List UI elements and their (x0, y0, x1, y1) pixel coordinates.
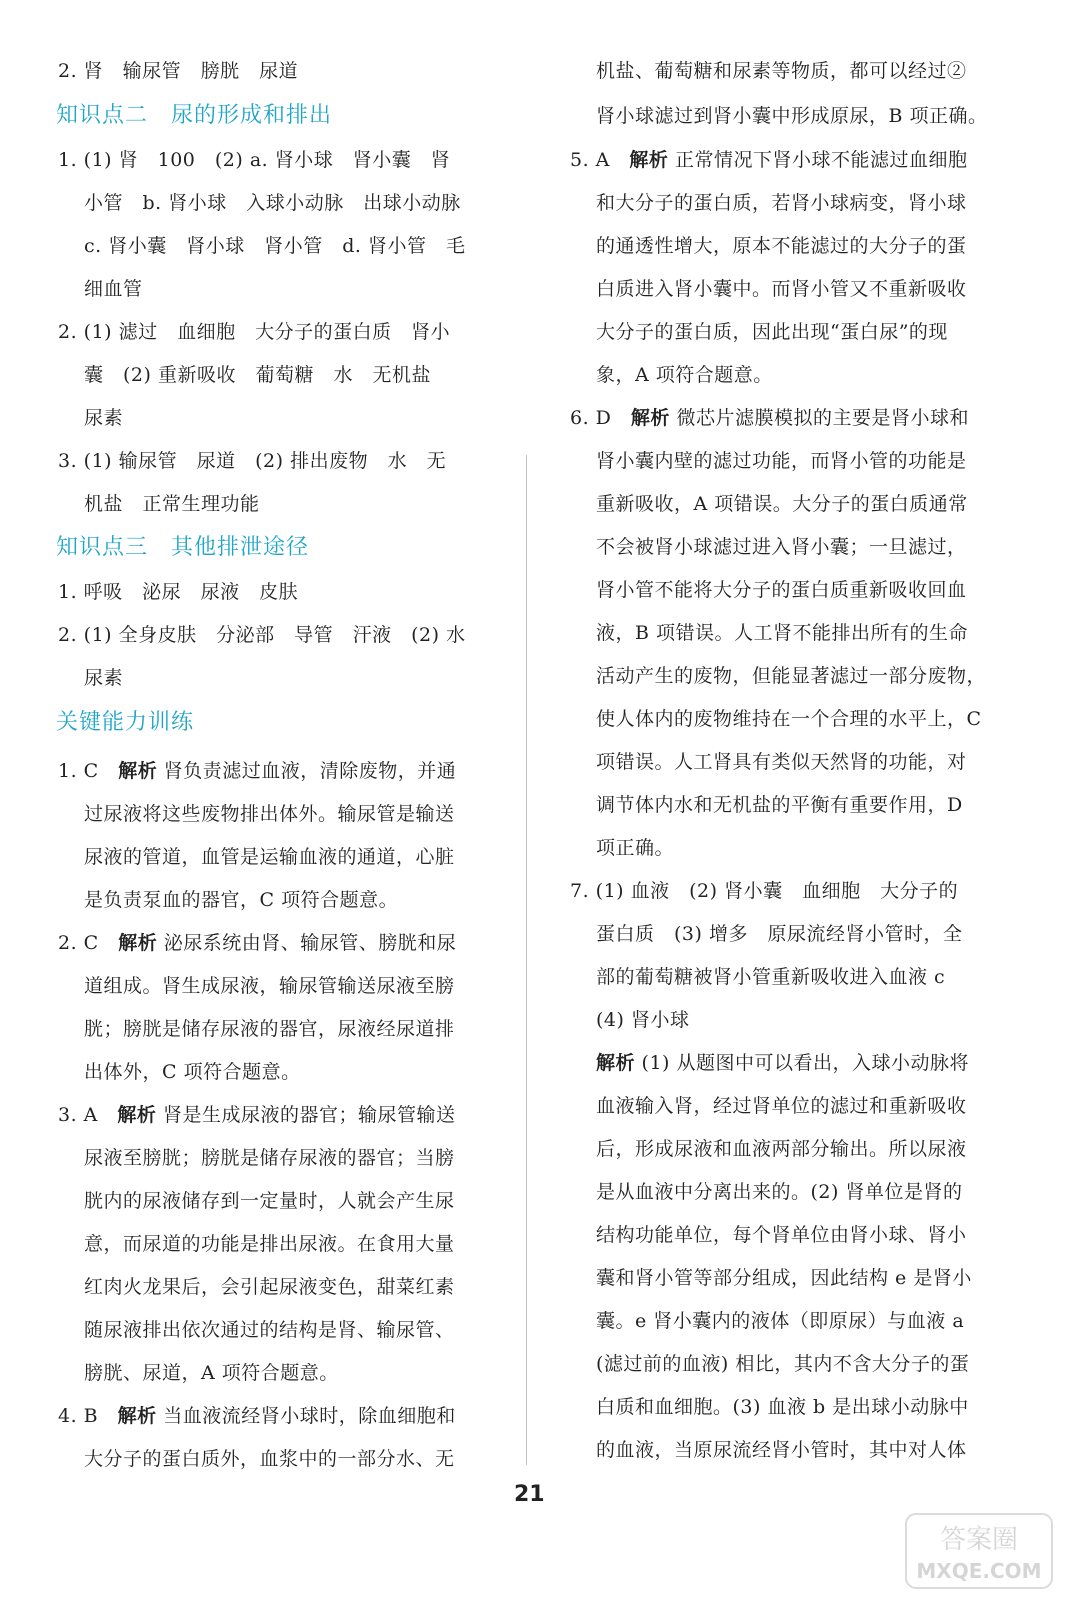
answer-line: 活动产生的废物，但能显著滤过一部分废物， (596, 665, 987, 687)
answer-line: 象，A 项符合题意。 (596, 364, 773, 386)
answer-line: 5. A 解析 正常情况下肾小球不能滤过血细胞 (570, 149, 968, 171)
answer-line: 和大分子的蛋白质，若肾小球病变，肾小球 (596, 192, 967, 214)
answer-line: 胱内的尿液储存到一定量时，人就会产生尿 (84, 1190, 455, 1212)
answer-line: 使人体内的废物维持在一个合理的水平上，C (596, 708, 982, 730)
answer-line: 调节体内水和无机盐的平衡有重要作用，D (596, 794, 963, 816)
watermark-top-text: 答案圈 (939, 1525, 1019, 1555)
section-heading: 知识点三 其他排泄途径 (56, 535, 310, 560)
answer-line: 膀胱、尿道，A 项符合题意。 (84, 1362, 339, 1384)
answer-line: 红肉火龙果后，会引起尿液变色，甜菜红素 (84, 1276, 455, 1298)
answer-line: 1. 呼吸 泌尿 尿液 皮肤 (58, 581, 299, 603)
answer-line: (滤过前的血液) 相比，其内不含大分子的蛋 (596, 1353, 970, 1375)
answer-line: 项正确。 (596, 837, 675, 859)
answer-line: 出体外，C 项符合题意。 (84, 1061, 301, 1083)
answer-line: 尿素 (84, 667, 124, 689)
answer-line: 胱；膀胱是储存尿液的器官，尿液经尿道排 (84, 1018, 455, 1040)
answer-line: 道组成。肾生成尿液，输尿管输送尿液至膀 (84, 975, 455, 997)
answer-line: 血液输入肾，经过肾单位的滤过和重新吸收 (596, 1095, 967, 1117)
answer-line: 2. (1) 全身皮肤 分泌部 导管 汗液 (2) 水 (58, 624, 466, 646)
answer-line: 白质和血细胞。(3) 血液 b 是出球小动脉中 (596, 1396, 969, 1418)
section-heading: 关键能力训练 (56, 710, 195, 735)
answer-line: 是从血液中分离出来的。(2) 肾单位是肾的 (596, 1181, 963, 1203)
answer-line: 结构功能单位，每个肾单位由肾小球、肾小 (596, 1224, 967, 1246)
answer-line: 蛋白质 (3) 增多 原尿流经肾小管时，全 (596, 923, 963, 945)
answer-line: 7. (1) 血液 (2) 肾小囊 血细胞 大分子的 (570, 880, 959, 902)
answer-line: 1. C 解析 肾负责滤过血液，清除废物，并通 (58, 760, 457, 782)
answer-line: 机盐 正常生理功能 (84, 493, 260, 515)
answer-line: 肾小囊内壁的滤过功能，而肾小管的功能是 (596, 450, 967, 472)
answer-line: 小管 b. 肾小球 入球小动脉 出球小动脉 (84, 192, 461, 214)
column-divider (526, 455, 527, 1465)
answer-line: 2. 肾 输尿管 膀胱 尿道 (58, 60, 299, 82)
answer-line: c. 肾小囊 肾小球 肾小管 d. 肾小管 毛 (84, 235, 466, 257)
answer-line: 大分子的蛋白质外，血浆中的一部分水、无 (84, 1448, 455, 1470)
analysis-label: 解析 (630, 407, 670, 429)
answer-line: 是负责泵血的器官，C 项符合题意。 (84, 889, 399, 911)
answer-line: 3. A 解析 肾是生成尿液的器官；输尿管输送 (58, 1104, 456, 1126)
answer-line: 尿液的管道，血管是运输血液的通道，心脏 (84, 846, 455, 868)
analysis-label: 解析 (117, 1405, 157, 1427)
analysis-label: 解析 (118, 760, 158, 782)
answer-line: 囊。e 肾小囊内的液体（即原尿）与血液 a (596, 1310, 965, 1332)
answer-line: 4. B 解析 当血液流经肾小球时，除血细胞和 (58, 1405, 456, 1427)
answer-line: 不会被肾小球滤过进入肾小囊；一旦滤过， (596, 536, 967, 558)
answer-line: 大分子的蛋白质，因此出现“蛋白尿”的现 (596, 321, 948, 343)
answer-line: 囊和肾小管等部分组成，因此结构 e 是肾小 (596, 1267, 972, 1289)
answer-line: 的通透性增大，原本不能滤过的大分子的蛋 (596, 235, 967, 257)
answer-line: 重新吸收，A 项错误。大分子的蛋白质通常 (596, 493, 968, 515)
answer-line: 机盐、葡萄糖和尿素等物质，都可以经过② (596, 60, 967, 82)
answer-line: 解析 (1) 从题图中可以看出，入球小动脉将 (596, 1052, 970, 1074)
answer-line: 囊 (2) 重新吸收 葡萄糖 水 无机盐 (84, 364, 431, 386)
section-heading: 知识点二 尿的形成和排出 (56, 103, 333, 128)
answer-line: 细血管 (84, 278, 143, 300)
analysis-label: 解析 (118, 932, 158, 954)
answer-line: 项错误。人工肾具有类似天然肾的功能，对 (596, 751, 967, 773)
answer-line: 1. (1) 肾 100 (2) a. 肾小球 肾小囊 肾 (58, 149, 451, 171)
analysis-label: 解析 (596, 1052, 636, 1074)
answer-line: 尿液至膀胱；膀胱是储存尿液的器官；当膀 (84, 1147, 455, 1169)
answer-line: 部的葡萄糖被肾小管重新吸收进入血液 c (596, 966, 946, 988)
answer-line: 2. C 解析 泌尿系统由肾、输尿管、膀胱和尿 (58, 932, 457, 954)
answer-line: 肾小管不能将大分子的蛋白质重新吸收回血 (596, 579, 967, 601)
analysis-label: 解析 (117, 1104, 157, 1126)
answer-line: 尿素 (84, 407, 124, 429)
answer-line: 6. D 解析 微芯片滤膜模拟的主要是肾小球和 (570, 407, 969, 429)
answer-line: 过尿液将这些废物排出体外。输尿管是输送 (84, 803, 455, 825)
answer-line: 肾小球滤过到肾小囊中形成原尿，B 项正确。 (596, 105, 988, 127)
watermark-logo (904, 1512, 1054, 1590)
analysis-label: 解析 (629, 149, 669, 171)
answer-line: 的血液，当原尿流经肾小管时，其中对人体 (596, 1439, 967, 1461)
page-number: 21 (514, 1482, 545, 1507)
answer-line: 意，而尿道的功能是排出尿液。在食用大量 (84, 1233, 455, 1255)
watermark-bottom-text: MXQE.COM (916, 1559, 1042, 1583)
answer-line: 液，B 项错误。人工肾不能排出所有的生命 (596, 622, 969, 644)
answer-line: 随尿液排出依次通过的结构是肾、输尿管、 (84, 1319, 455, 1341)
answer-line: 3. (1) 输尿管 尿道 (2) 排出废物 水 无 (58, 450, 447, 472)
answer-line: (4) 肾小球 (596, 1009, 690, 1031)
answer-line: 2. (1) 滤过 血细胞 大分子的蛋白质 肾小 (58, 321, 451, 343)
answer-line: 白质进入肾小囊中。而肾小管又不重新吸收 (596, 278, 967, 300)
answer-line: 后，形成尿液和血液两部分输出。所以尿液 (596, 1138, 967, 1160)
